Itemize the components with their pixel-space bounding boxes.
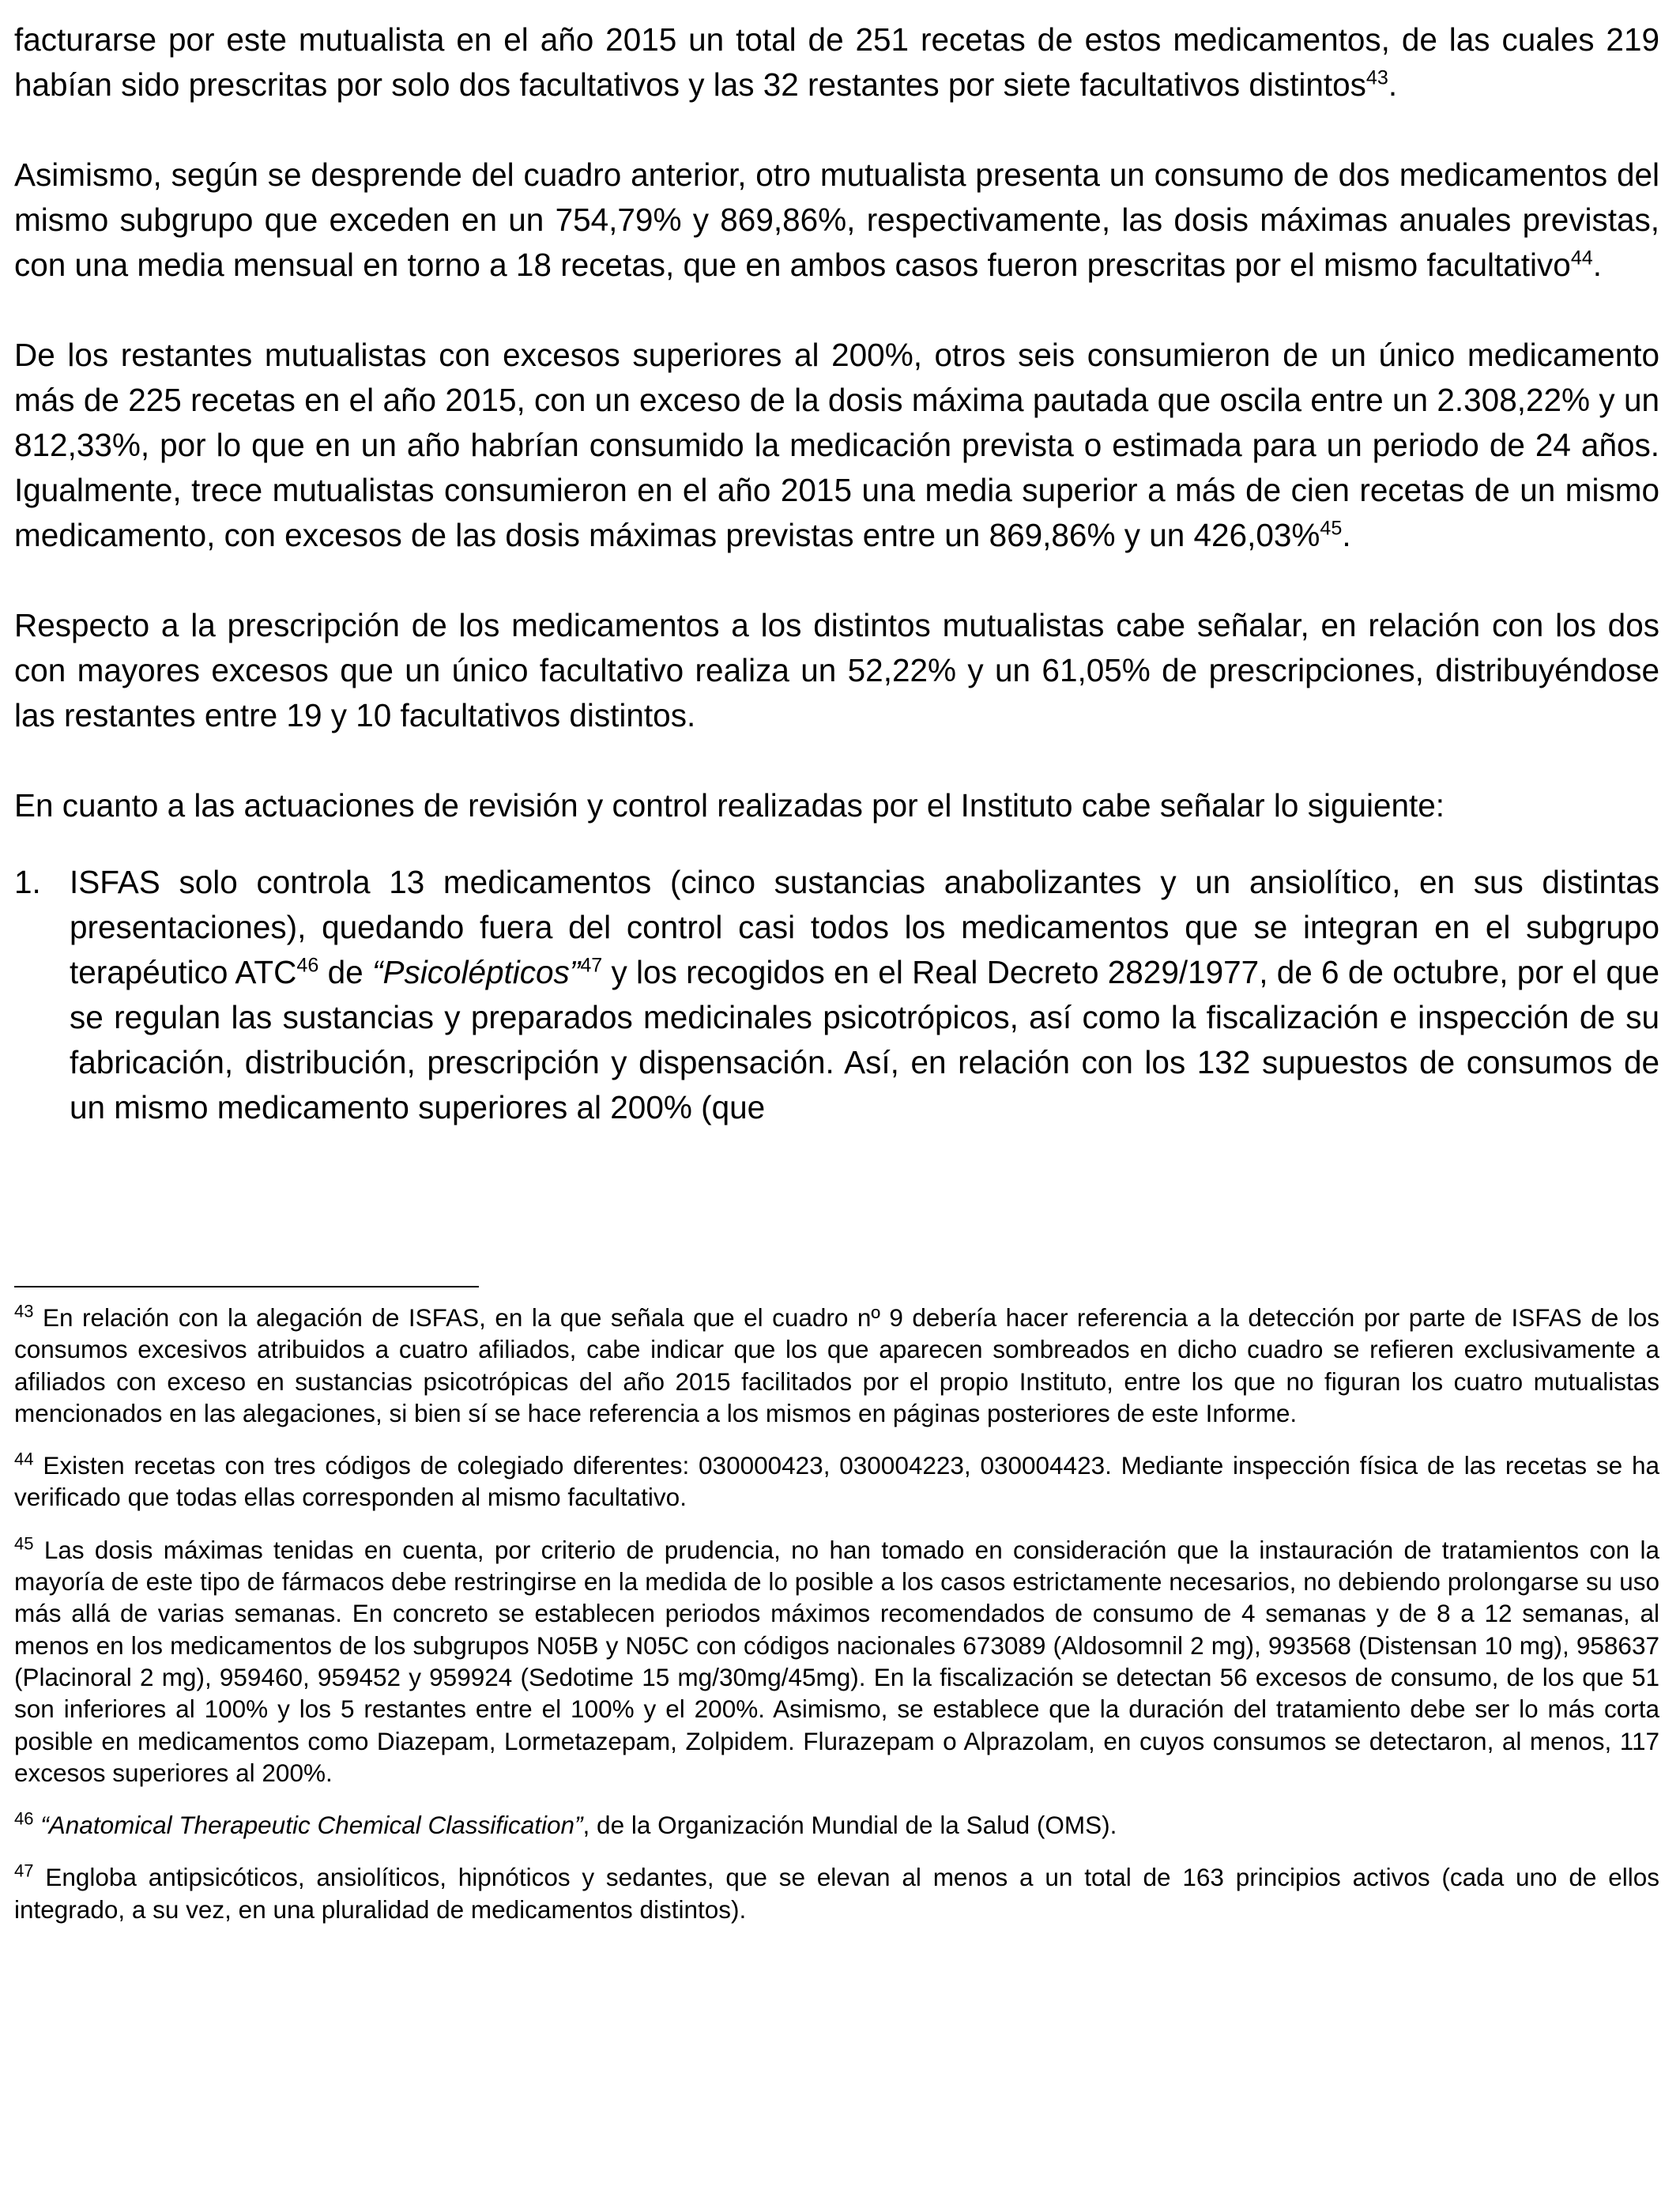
paragraph-3: De los restantes mutualistas con excesos superiores al 200%, otros seis consumieron de un único medicamento más de 225 recetas en el año 2015, con un exceso de la dosis máxima pautada que oscila entre un 2.308,22% y un 812,33%, por lo que en un año habrían consumido la medicación prevista o estimada para un periodo de 24 años. Igualmente, trece mutualistas consumieron en el año 2015 una media superior a más de cien recetas de un mismo medicamento, con excesos de las dosis máximas previstas entre un 869,86% y un 426,03%$^{45}$. (14, 337, 1659, 553)
body-text (14, 17, 1659, 1175)
paragraph-1: facturarse por este mutualista en el año 2015 un total de 251 recetas de estos medicamentos, de las cuales 219 habían sido prescritas por solo dos facultativos y las 32 restantes por siete facultativos distintos$^{43}$. (14, 21, 1659, 103)
footnote-ref-46[interactable]: 46 (296, 954, 319, 977)
footnote-44: $^{44}$ Existen recetas con tres códigos de colegiado diferentes: 030000423, 030004223, 030004423. Mediante inspección física de las recetas se ha verificado que todas ellas corresponden al mismo facultativo. (14, 1449, 1659, 1512)
footnote-43: $^{43}$ En relación con la alegación de ISFAS, en la que señala que el cuadro nº 9 debería hacer referencia a la detección por parte de ISFAS de los consumos excesivos atribuidos a cuatro afiliados, cabe indicar que los que aparecen sombreados en dicho cuadro se refieren exclusivamente a afiliados con exceso en sustancias psicotrópicas del año 2015 facilitados por el propio Instituto, entre los que no figuran los cuatro mutualistas mencionados en las alegaciones, si bien sí se hace referencia a los mismos en páginas posteriores de este Informe. (14, 1301, 1659, 1427)
footnote-ref-44[interactable]: 44 (1570, 247, 1593, 270)
paragraph-5: En cuanto a las actuaciones de revisión y control realizadas por el Instituto cabe señalar lo siguiente: (14, 787, 1445, 824)
footnote-ref-43[interactable]: 43 (1365, 66, 1388, 89)
italic-term: “Psicolépticos” (371, 954, 581, 990)
paragraph-4: Respecto a la prescripción de los medicamentos a los distintos mutualistas cabe señalar, en relación con los dos con mayores excesos que un único facultativo realiza un 52,22% y un 61,05% de prescripciones, distribuyéndose las restantes entre 19 y 10 facultativos distintos. (14, 607, 1659, 733)
footnote-separator (14, 1286, 479, 1287)
footnote-ref-47[interactable]: 47 (580, 954, 603, 977)
footnote-45: $^{45}$ Las dosis máximas tenidas en cuenta, por criterio de prudencia, no han tomado en consideración que la instauración de tratamientos con la mayoría de este tipo de fármacos debe restringirse en la medida de lo posible a los casos estrictamente necesarios, no debiendo prolongarse su uso más allá de varias semanas. En concreto se establecen periodos máximos recomendados de consumo de 4 semanas y de 8 a 12 semanas, al menos en los medicamentos de los subgrupos N05B y N05C con códigos nacionales 673089 (Aldosomnil 2 mg), 993568 (Distensan 10 mg), 958637 (Placinoral 2 mg), 959460, 959452 y 959924 (Sedotime 15 mg/30mg/45mg). En la fiscalización se detectan 56 excesos de consumo, de los que 51 son inferiores al 100% y los 5 restantes entre el 100% y el 200%. Asimismo, se establece que la duración del tratamiento debe ser lo más corta posible en medicamentos como Diazepam, Lormetazepam, Zolpidem. Flurazepam o Alprazolam, en cuyos consumos se detectaron, al menos, 117 excesos superiores al 200%. (14, 1533, 1659, 1787)
footnote-46: $^{46}$ “Anatomical Therapeutic Chemical Classification”, de la Organización Mundial de la Salud (OMS). (14, 1808, 1117, 1840)
list-item-number: 1. (14, 864, 41, 900)
footnote-ref-45[interactable]: 45 (1320, 517, 1343, 540)
list-item-1: 1. ISFAS solo controla 13 medicamentos (cinco sustancias anabolizantes y un ansiolítico, en sus distintas presentaciones), quedando fuera del control casi todos los medicamentos que se integran en el subgrupo terapéutico ATC$^{46}$ de “Psicolépticos”$^{47}$ y los recogidos en el Real Decreto 2829/1977, de 6 de octubre, por el que se regulan las sustancias y preparados medicinales psicotrópicos, así como la fiscalización e inspección de su fabricación, distribución, prescripción y dispensación. Así, en relación con los 132 supuestos de consumos de un mismo medicamento superiores al 200% (que (14, 860, 1659, 1130)
footnote-47: $^{47}$ Engloba antipsicóticos, ansiolíticos, hipnóticos y sedantes, que se elevan al menos a un total de 163 principios activos (cada uno de ellos integrado, a su vez, en una pluralidad de medicamentos distintos). (14, 1860, 1659, 1924)
footnotes (14, 1302, 1659, 1946)
paragraph-2: Asimismo, según se desprende del cuadro anterior, otro mutualista presenta un consumo de dos medicamentos del mismo subgrupo que exceden en un 754,79% y 869,86%, respectivamente, las dosis máximas anuales previstas, con una media mensual en torno a 18 recetas, que en ambos casos fueron prescritas por el mismo facultativo$^{44}$. (14, 156, 1659, 283)
